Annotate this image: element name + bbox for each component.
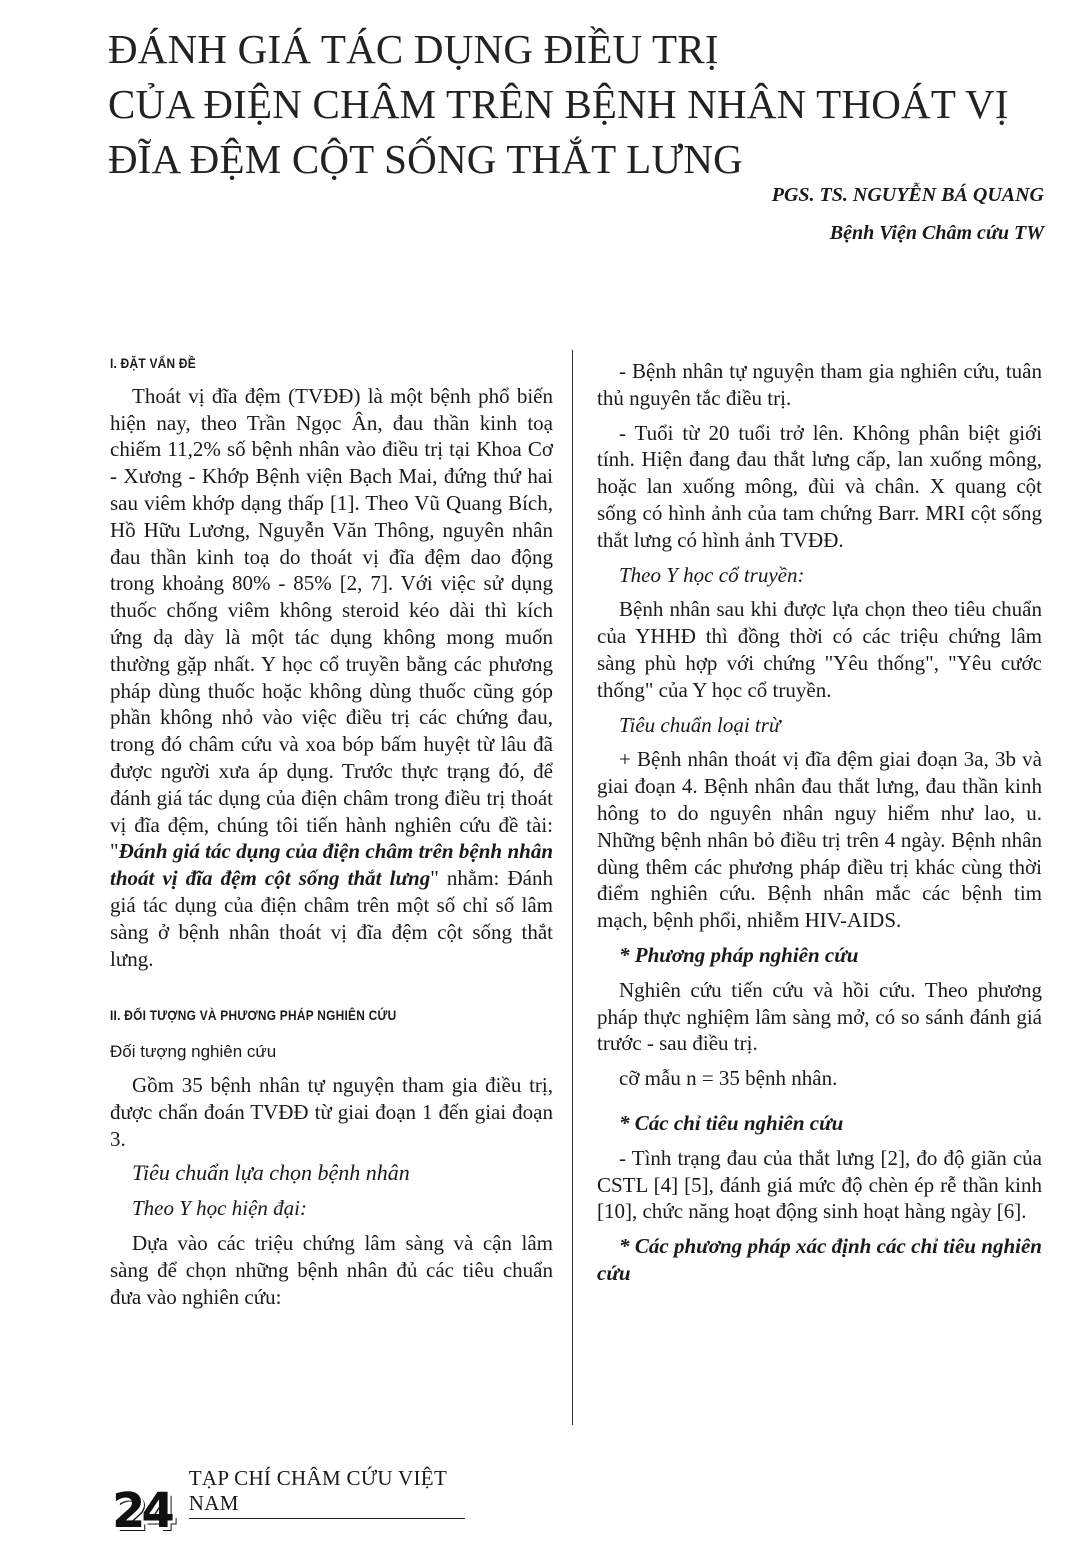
italic-title: Đánh giá tác dụng của điện châm trên bệnh nhân thoát vị đĩa đệm cột sống thắt lưng: [110, 839, 553, 891]
right-column: [597, 358, 1042, 1287]
column-divider: [572, 350, 573, 1425]
subheading: * Phương pháp nghiên cứu: [619, 942, 859, 967]
paragraph: Bệnh nhân sau khi được lựa chọn theo tiêu chuẩn của YHHĐ thì đồng thời có các triệu chứng lâm sàng phù hợp với chứng "Yêu thống", "Yêu cước thống" của Y học cổ truyền.: [597, 597, 1042, 702]
paragraph: Dựa vào các triệu chứng lâm sàng và cận lâm sàng để chọn những bệnh nhân đủ các tiêu chuẩn đưa vào nghiên cứu:: [110, 1230, 553, 1309]
subheading: * Các phương pháp xác định các chỉ tiêu nghiên cứu: [597, 1234, 1042, 1285]
author-block: [772, 176, 1044, 252]
title-line: ĐĨA ĐỆM CỘT SỐNG THẮT LƯNG: [108, 136, 743, 182]
paragraph: - Tuổi từ 20 tuổi trở lên. Không phân biệt giới tính. Hiện đang đau thắt lưng cấp, lan xuống mông, hoặc lan xuống mông, đùi và chân. X quang cột sống có hình ảnh của tam chứng Barr. MRI cột sống thắt lưng có hình ảnh TVĐĐ.: [597, 420, 1042, 552]
page-footer: [112, 1466, 465, 1539]
paragraph: - Tình trạng đau của thắt lưng [2], đo độ giãn của CSTL [4] [5], đánh giá mức độ chèn ép rễ thần kinh [10], chức năng hoạt động sinh hoạt hàng ngày [6].: [597, 1145, 1042, 1224]
subheading: * Các chỉ tiêu nghiên cứu: [619, 1110, 844, 1135]
article-title: [108, 22, 1068, 187]
section-heading: II. ĐỐI TƯỢNG VÀ PHƯƠNG PHÁP NGHIÊN CỨU: [110, 1007, 397, 1024]
text: Thoát vị đĩa đệm (TVĐĐ) là một bệnh phổ biến hiện nay, theo Trần Ngọc Ân, đau thần kinh toạ chiếm 11,2% số bệnh nhân vào điều trị tại Khoa Cơ - Xương - Khớp Bệnh viện Bạch Mai, đứng thứ hai sau viêm khớp dạng thấp [1]. Theo Vũ Quang Bích, Hồ Hữu Lương, Nguyễn Văn Thông, nguyên nhân đau thần kinh toạ do thoát vị đĩa đệm dao động trong khoảng 80% - 85% [2, 7]. Với việc sử dụng thuốc chống viêm không steroid kéo dài thì kích ứng dạ dày là một tác dụng không mong muốn thường gặp nhất. Y học cổ truyền bằng các phương pháp dùng thuốc hoặc không dùng thuốc cũng góp phần không nhỏ vào việc điều trị các chứng đau, trong đó châm cứu và xoa bóp bấm huyệt từ lâu đã được người xưa áp dụng. Trước thực trạng đó, để đánh giá tác dụng của điện châm trong điều trị thoát vị đĩa đệm, chúng tôi tiến hành nghiên cứu đề tài: ": [110, 383, 553, 864]
paragraph: + Bệnh nhân thoát vị đĩa đệm giai đoạn 3a, 3b và giai đoạn 4. Bệnh nhân đau thắt lưng, đau thần kinh hông to do nguyên nhân nguy hiểm như lao, u. Những bệnh nhân bỏ điều trị trên 4 ngày. Bệnh nhân dùng thêm các phương pháp điều trị khác cùng thời điểm nghiên cứu. Bệnh nhân mắc các bệnh tim mạch, bệnh phổi, nhiễm HIV-AIDS.: [597, 747, 1042, 933]
paragraph: Gồm 35 bệnh nhân tự nguyện tham gia điều trị, được chẩn đoán TVĐĐ từ giai đoạn 1 đến giai đoạn 3.: [110, 1072, 553, 1151]
subheading: Theo Y học cổ truyền:: [619, 562, 805, 587]
title-line: ĐÁNH GIÁ TÁC DỤNG ĐIỀU TRỊ: [108, 26, 719, 72]
subheading: Đối tượng nghiên cứu: [110, 1042, 277, 1062]
paragraph: cỡ mẫu n = 35 bệnh nhân.: [619, 1066, 838, 1091]
left-column: [110, 350, 553, 1310]
page-number: 24: [112, 1483, 171, 1539]
paragraph: - Bệnh nhân tự nguyện tham gia nghiên cứu, tuân thủ nguyên tắc điều trị.: [597, 359, 1042, 410]
author-name: PGS. TS. NGUYỄN BÁ QUANG: [771, 184, 1044, 206]
section-heading: I. ĐẶT VẤN ĐỀ: [110, 355, 196, 371]
paragraph: [110, 383, 553, 973]
subheading: Tiêu chuẩn loại trừ: [619, 712, 781, 737]
subheading: Tiêu chuẩn lựa chọn bệnh nhân: [132, 1160, 410, 1186]
author-affiliation: Bệnh Viện Châm cứu TW: [829, 222, 1044, 244]
text: " nhằm: Đánh giá tác dụng của điện châm trên một số chỉ số lâm sàng ở bệnh nhân thoát vị đĩa đệm cột sống thắt lưng.: [110, 866, 553, 971]
journal-name: TẠP CHÍ CHÂM CỨU VIỆT NAM: [189, 1466, 465, 1519]
subheading: Theo Y học hiện đại:: [132, 1196, 307, 1221]
title-line: CỦA ĐIỆN CHÂM TRÊN BỆNH NHÂN THOÁT VỊ: [108, 81, 1009, 127]
paragraph: Nghiên cứu tiến cứu và hồi cứu. Theo phương pháp thực nghiệm lâm sàng mở, có so sánh đánh giá trước - sau điều trị.: [597, 977, 1042, 1056]
